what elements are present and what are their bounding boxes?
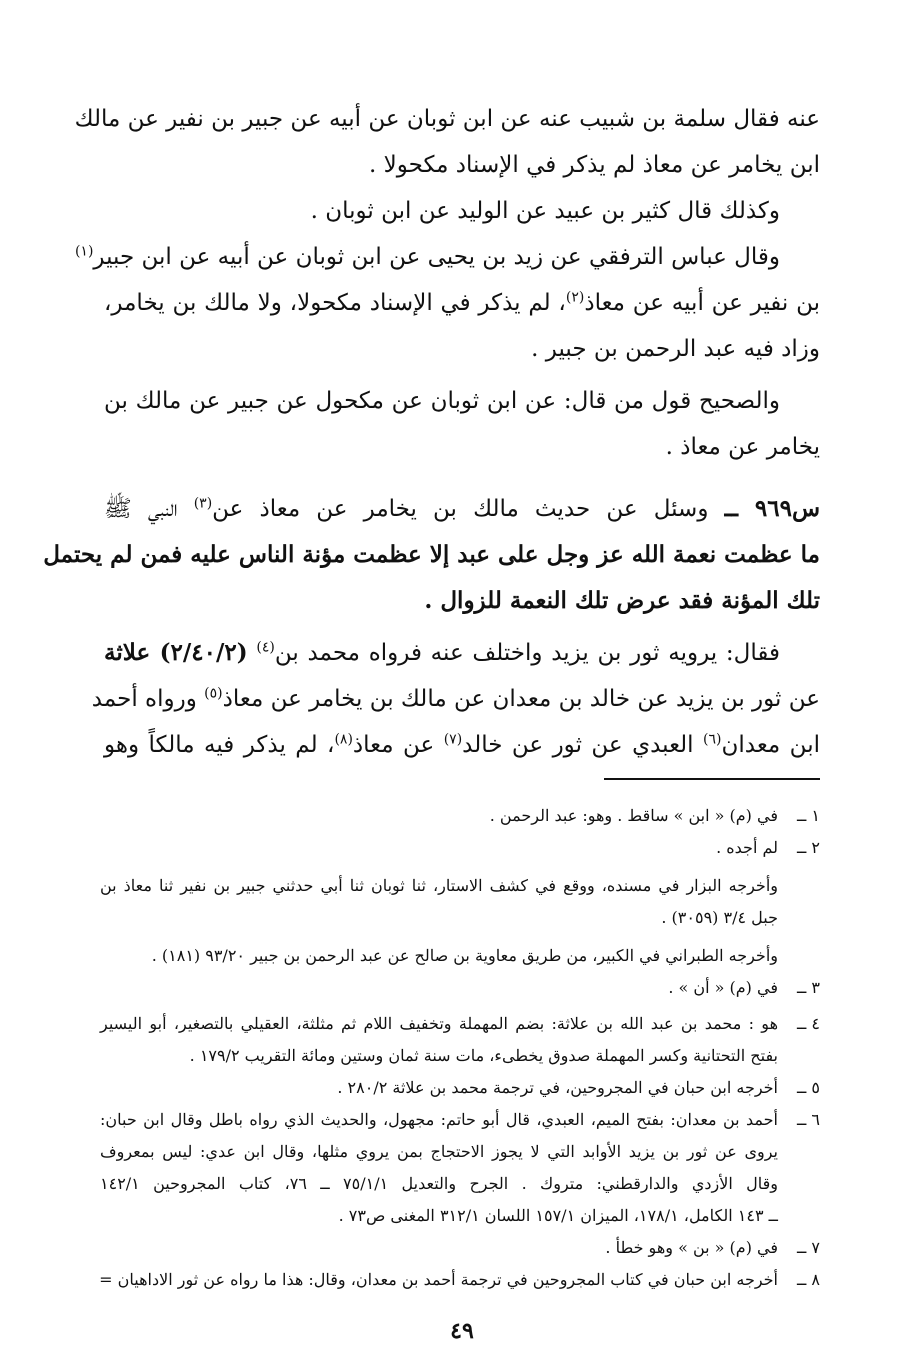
footnote-ref: (١) <box>74 243 94 260</box>
footnote-text: يروى عن ثور بن يزيد الأوابد التي لا يجوز الاحتجاج بمن يروي مثلها، وقال ابن عدي: ليس بمعروف <box>100 1142 778 1161</box>
text-span: فقال: يرويه ثور بن يزيد واختلف عنه فرواه محمد بن <box>274 640 781 666</box>
text-span: ، لم يذكر فيه مالكاً وهو <box>104 732 335 758</box>
text-line <box>104 722 820 768</box>
footnote-text: لم أجده . <box>716 838 778 857</box>
footnote-text: في (م) « ابن » ساقط . وهو: عبد الرحمن . <box>489 806 778 825</box>
hadith-text: تلك المؤنة فقد عرض تلك النعمة للزوال . <box>424 587 820 614</box>
footnote-ref: (٦) <box>703 731 722 748</box>
footnote-6 <box>100 1104 820 1232</box>
text-line: والصحيح قول من قال: عن ابن ثوبان عن مكحول عن جبير عن مالك بن <box>104 388 780 414</box>
footnote-text: ــ ١٤٣ الكامل، ١٧٨/١، الميزان ١٥٧/١ اللسان ٣١٢/١ المغنى ص٧٣ . <box>338 1206 778 1225</box>
manuscript-ref: (٢/٤٠/٢) علاثة <box>104 639 248 666</box>
text-span: وسئل عن حديث مالك بن يخامر عن معاذ عن <box>212 496 709 522</box>
footnote-number: ٦ ــ <box>796 1110 820 1129</box>
text-span: ابن معدان <box>721 732 820 758</box>
main-text-block <box>43 96 821 768</box>
footnote-ref: (٤) <box>256 639 275 656</box>
text-line: يخامر عن معاذ . <box>665 434 820 460</box>
footnote-5 <box>100 1072 820 1104</box>
footnote-text: جبل ٣/٤ (٣٠٥٩) . <box>661 908 778 927</box>
footnotes-block <box>100 800 820 1296</box>
footnote-text: وقال الأزدي والدارقطني: متروك . الجرح والتعديل ٧٥/١/١ ــ ٧٦، كتاب المجروحين ١٤٢/١ <box>100 1174 779 1193</box>
footnote-2-continuation <box>100 870 820 934</box>
footnote-7 <box>100 1232 820 1264</box>
text-line: وكذلك قال كثير بن عبيد عن الوليد عن ابن ثوبان . <box>310 198 780 224</box>
footnote-2 <box>100 832 820 864</box>
page-number: ٤٩ <box>450 1318 474 1344</box>
text-line: عنه فقال سلمة بن شبيب عنه عن ابن ثوبان عن أبيه عن جبير بن نفير عن مالك <box>74 106 820 132</box>
text-span: عن ثور بن يزيد عن خالد بن معدان عن مالك بن يخامر عن معاذ <box>222 686 820 712</box>
footnote-4 <box>100 1008 820 1072</box>
footnote-text: وأخرجه الطبراني في الكبير، من طريق معاوية بن صالح عن عبد الرحمن بن جبير ٩٣/٢٠ (١٨١) . <box>151 946 778 965</box>
text-line: وزاد فيه عبد الرحمن بن جبير . <box>531 336 820 362</box>
footnote-text: وأخرجه البزار في مسنده، ووقع في كشف الاستار، ثنا ثوبان ثنا أبي حدثني جبير بن نفير ثنا معاذ بن <box>100 876 778 895</box>
footnote-text: أخرجه ابن حبان في المجروحين، في ترجمة محمد بن علاثة ٢٨٠/٢ . <box>337 1078 778 1097</box>
text-line: ابن يخامر عن معاذ لم يذكر في الإسناد مكحولا . <box>368 152 820 178</box>
footnote-text: أحمد بن معدان: بفتح الميم، العبدي، قال أبو حاتم: مجهول، والحديث الذي رواه باطل وقال ابن حبان: <box>100 1110 778 1129</box>
footnote-text: في (م) « بن » وهو خطأ . <box>605 1238 778 1257</box>
hadith-text: ما عظمت نعمة الله عز وجل على عبد إلا عظمت مؤنة الناس عليه فمن لم يحتمل <box>43 541 820 568</box>
text-span: النبي ﷺ <box>104 496 178 522</box>
text-span: بن نفير عن أبيه عن معاذ <box>584 290 821 316</box>
question-line <box>104 486 820 532</box>
text-line <box>104 578 820 624</box>
text-line <box>74 234 820 280</box>
footnote-ref: (٣) <box>193 495 213 512</box>
footnote-2-continuation <box>100 940 820 972</box>
text-span: ورواه أحمد <box>91 686 197 712</box>
text-span: وقال عباس الترفقي عن زيد بن يحيى عن ابن ثوبان عن أبيه عن ابن جبير <box>93 244 780 270</box>
footnote-separator <box>604 778 820 780</box>
text-line <box>91 676 820 722</box>
footnote-number: ٧ ــ <box>796 1238 820 1257</box>
footnote-8 <box>100 1264 820 1296</box>
footnote-text: في (م) « أن » . <box>668 978 778 997</box>
question-number: س٩٦٩ ــ <box>724 495 821 522</box>
text-line <box>104 630 820 676</box>
footnote-ref: (٢) <box>565 289 585 306</box>
text-span: ، لم يذكر في الإسناد مكحولا، ولا مالك بن يخامر، <box>104 290 566 316</box>
footnote-1 <box>100 800 820 832</box>
footnote-3 <box>100 972 820 1004</box>
footnote-ref: (٥) <box>204 685 223 702</box>
footnote-number: ٨ ــ <box>796 1270 820 1289</box>
footnote-number: ٢ ــ <box>796 838 820 857</box>
footnote-ref: (٨) <box>334 731 353 748</box>
text-span: العبدي عن ثور عن خالد <box>462 732 694 758</box>
text-line <box>104 280 820 326</box>
footnote-text: بفتح التحتانية وكسر المهملة صدوق يخطىء، مات سنة ثمان وستين ومائة التقريب ١٧٩/٢ . <box>189 1046 778 1065</box>
text-line <box>43 532 820 578</box>
footnote-number: ٤ ــ <box>796 1014 820 1033</box>
footnote-number: ٥ ــ <box>796 1078 820 1097</box>
footnote-ref: (٧) <box>443 731 463 748</box>
footnote-text: أخرجه ابن حبان في كتاب المجروحين في ترجمة أحمد بن معدان، وقال: هذا ما رواه عن ثور الاداهيان = <box>99 1270 778 1289</box>
text-span: عن معاذ <box>352 732 435 758</box>
footnote-number: ١ ــ <box>796 806 820 825</box>
footnote-text: هو : محمد بن عبد الله بن علاثة: بضم المهملة وتخفيف اللام ثم مثلثة، العقيلي بالتصغير، أبو اليسير <box>100 1014 779 1033</box>
footnote-number: ٣ ــ <box>796 978 820 997</box>
